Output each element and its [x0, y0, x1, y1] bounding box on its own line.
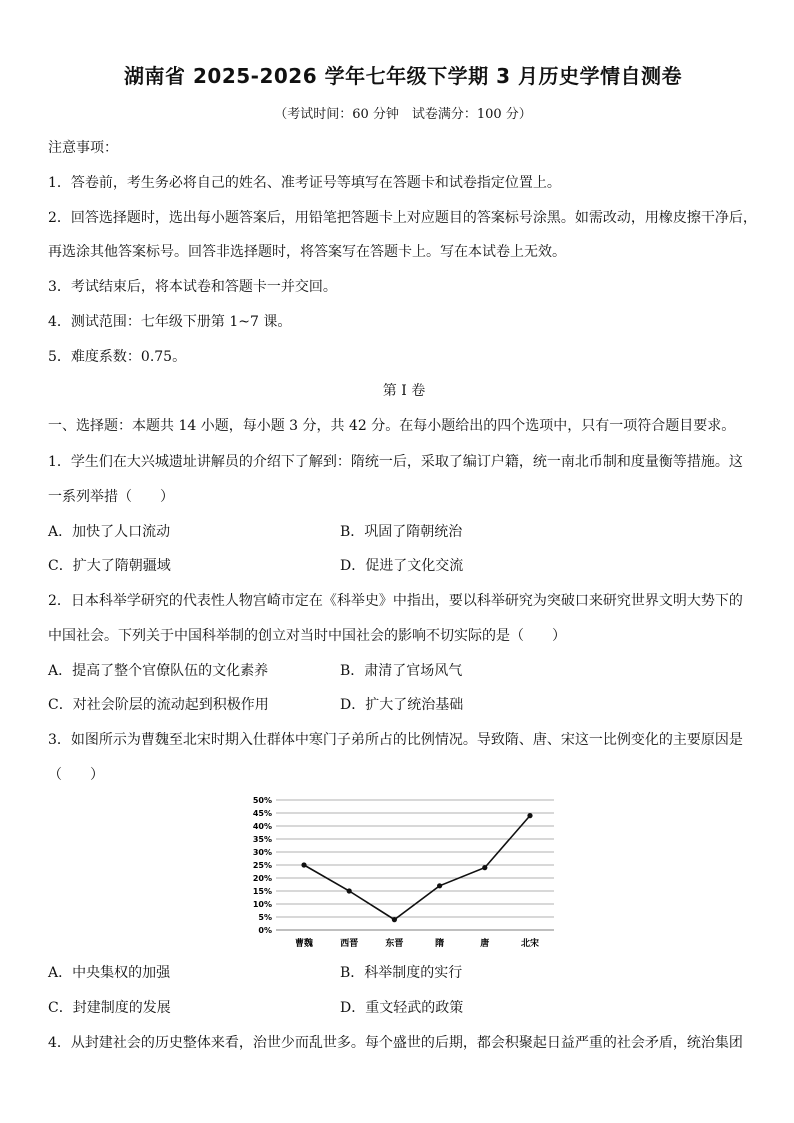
option-a: A．提高了整个官僚队伍的文化素养 — [48, 663, 269, 679]
option-a: A．加快了人口流动 — [48, 524, 171, 540]
y-tick-label: 50% — [252, 796, 272, 805]
option-d: D．扩大了统治基础 — [340, 697, 464, 713]
x-tick-label: 唐 — [480, 939, 490, 949]
option-d: D．促进了文化交流 — [340, 558, 464, 574]
option-d: D．重文轻武的政策 — [340, 1000, 464, 1016]
option-c: C．扩大了隋朝疆域 — [48, 558, 171, 574]
y-tick-label: 35% — [252, 835, 272, 844]
x-tick-label: 隋 — [435, 939, 445, 949]
question-stem: 3．如图所示为曹魏至北宋时期入仕群体中寒门子弟所占的比例情况。导致隋、唐、宋这一比例变化的主要原因是 — [48, 732, 743, 748]
line-chart — [234, 792, 564, 952]
question-stem: 1．学生们在大兴城遗址讲解员的介绍下了解到：隋统一后，采取了编订户籍，统一南北币制和度量衡等措施。这 — [48, 454, 743, 470]
note-item: 2．回答选择题时，选出每小题答案后，用铅笔把答题卡上对应题目的答案标号涂黑。如需改动，用橡皮擦干净后， — [48, 210, 757, 226]
option-b: B．巩固了隋朝统治 — [340, 524, 463, 540]
x-tick-label: 西晋 — [340, 939, 359, 949]
option-a: A．中央集权的加强 — [48, 965, 171, 981]
note-item: 1．答卷前，考生务必将自己的姓名、准考证号等填写在答题卡和试卷指定位置上。 — [48, 175, 561, 191]
question-stem: （ ） — [48, 767, 104, 783]
note-item: 4．测试范围：七年级下册第 1~7 课。 — [48, 314, 292, 330]
option-c: C．封建制度的发展 — [48, 1000, 171, 1016]
option-b: B．肃清了官场风气 — [340, 663, 463, 679]
note-item: 3．考试结束后，将本试卷和答题卡一并交回。 — [48, 279, 337, 295]
y-tick-label: 5% — [258, 913, 272, 922]
data-point — [482, 865, 487, 870]
data-point — [347, 888, 352, 893]
question-stem: 2．日本科举学研究的代表性人物宫崎市定在《科举史》中指出，要以科举研究为突破口来研究世界文明大势下的 — [48, 593, 743, 609]
y-tick-label: 30% — [252, 848, 272, 857]
x-tick-label: 东晋 — [385, 939, 404, 949]
x-tick-label: 北宋 — [520, 939, 540, 949]
chart-svg — [234, 792, 564, 952]
x-tick-labels — [295, 937, 539, 949]
data-points — [301, 813, 532, 922]
question-stem: 4．从封建社会的历史整体来看，治世少而乱世多。每个盛世的后期，都会积聚起日益严重的社会矛盾，统治集团 — [48, 1035, 743, 1051]
y-tick-label: 0% — [258, 926, 272, 935]
option-c: C．对社会阶层的流动起到积极作用 — [48, 697, 269, 713]
y-tick-label: 15% — [252, 887, 272, 896]
data-point — [437, 883, 442, 888]
note-item: 再选涂其他答案标号。回答非选择题时，将答案写在答题卡上。写在本试卷上无效。 — [48, 244, 566, 260]
y-tick-label: 10% — [252, 900, 272, 909]
note-item: 5．难度系数：0.75。 — [48, 349, 187, 365]
notes-heading: 注意事项： — [48, 140, 118, 156]
question-stem: 一系列举措（ ） — [48, 489, 174, 505]
data-point — [392, 917, 397, 922]
x-tick-label: 曹魏 — [294, 939, 314, 949]
y-tick-label: 25% — [252, 861, 272, 870]
section-instruction: 一、选择题：本题共 14 小题，每小题 3 分，共 42 分。在每小题给出的四个选项中，只有一项符合题目要求。 — [48, 418, 736, 434]
y-tick-label: 20% — [252, 874, 272, 883]
exam-info: （考试时间：60 分钟 试卷满分：100 分） — [274, 107, 532, 122]
y-tick-label: 45% — [252, 809, 272, 818]
y-tick-label: 40% — [252, 822, 272, 831]
volume-heading: 第 I 卷 — [382, 383, 426, 399]
option-b: B．科举制度的实行 — [340, 965, 463, 981]
y-tick-labels — [253, 796, 272, 935]
question-stem: 中国社会。下列关于中国科举制的创立对当时中国社会的影响不切实际的是（ ） — [48, 628, 566, 644]
data-point — [301, 862, 306, 867]
data-point — [527, 813, 532, 818]
page-title: 湖南省 2025-2026 学年七年级下学期 3 月历史学情自测卷 — [124, 64, 682, 88]
chart-grid — [276, 800, 554, 930]
